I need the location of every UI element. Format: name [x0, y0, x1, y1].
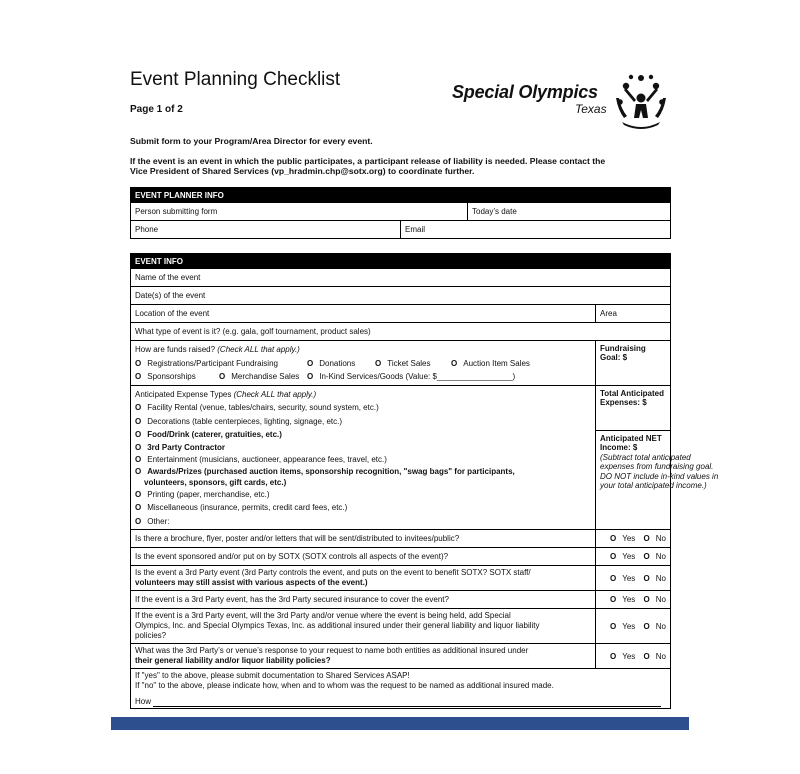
question-sponsored: Is the event sponsored and/or put on by SOTX (SOTX controls all aspects of the event)? [131, 548, 596, 566]
expense-option-other[interactable]: O Other: [135, 516, 170, 526]
followup-yes-note: If "yes" to the above, please submit documentation to Shared Services ASAP! [135, 671, 410, 680]
expense-option-food[interactable]: O Food/Drink (caterer, gratuities, etc.) [135, 430, 282, 439]
event-info-table [130, 253, 719, 709]
special-olympics-figure-icon [612, 72, 670, 132]
question-additional-insured: If the event is a 3rd Party event, will the 3rd Party and/or venue where the event is being held, add Special Olympics, Inc. and Special Olympics Texas, Inc. as additional insured under their general liability and liquor liability policies? [131, 609, 596, 644]
expense-option-printing[interactable]: O Printing (paper, merchandise, etc.) [135, 489, 270, 499]
expense-option-misc[interactable]: O Miscellaneous (insurance, permits, credit card fees, etc.) [135, 503, 348, 512]
radio-bullet: O [135, 358, 142, 368]
phone-field[interactable]: Phone [131, 221, 401, 239]
todays-date-field[interactable]: Today’s date [468, 203, 671, 221]
expense-option-facility[interactable]: O Facility Rental (venue, tables/chairs, security, sound system, etc.) [135, 403, 379, 412]
instruction-release-2: Vice President of Shared Services (vp_hradmin.chp@sotx.org) to coordinate further. [130, 166, 475, 176]
funds-option-merchandise[interactable]: O Merchandise Sales [219, 372, 300, 381]
logo-region: Texas [575, 102, 607, 116]
funds-question-hint: (Check ALL that apply.) [217, 345, 300, 354]
instruction-submit: Submit form to your Program/Area Director for every event. [130, 136, 373, 146]
expense-option-entertainment[interactable]: O Entertainment (musicians, auctioneer, appearance fees, travel, etc.) [135, 454, 387, 464]
footer-bar [111, 717, 689, 730]
funds-option-ticket-sales[interactable]: O Ticket Sales [375, 358, 431, 368]
funds-option-donations[interactable]: O Donations [307, 358, 356, 368]
funds-raised-cell [131, 341, 596, 386]
expense-types-cell [131, 385, 596, 530]
yesno-insurance[interactable]: O Yes O No [596, 591, 671, 609]
funds-option-in-kind[interactable]: O In-Kind Services/Goods (Value: $_________________) [307, 372, 516, 381]
event-area-field[interactable]: Area [596, 305, 671, 323]
funds-question: How are funds raised? [135, 345, 218, 354]
question-brochure: Is there a brochure, flyer, poster and/or letters that will be sent/distributed to invitees/public? [131, 530, 596, 548]
expense-option-contractor[interactable]: O 3rd Party Contractor [135, 442, 226, 452]
event-dates-field[interactable]: Date(s) of the event [131, 287, 671, 305]
event-location-field[interactable]: Location of the event [131, 305, 596, 323]
page-title: Event Planning Checklist [130, 69, 341, 90]
event-type-field[interactable]: What type of event is it? (e.g. gala, golf tournament, product sales) [131, 323, 671, 341]
yesno-response[interactable]: O Yes O No [596, 644, 671, 669]
fundraising-goal-field[interactable]: Fundraising Goal: $ [596, 341, 671, 386]
how-field[interactable]: How [135, 697, 666, 707]
person-submitting-field[interactable]: Person submitting form [131, 203, 468, 221]
question-insurance: If the event is a 3rd Party event, has the 3rd Party secured insurance to cover the event? [131, 591, 596, 609]
total-expenses-field[interactable]: Total Anticipated Expenses: $ [596, 385, 671, 430]
yesno-third-party[interactable]: O Yes O No [596, 566, 671, 591]
expense-question: Anticipated Expense Types [135, 389, 234, 399]
question-response: What was the 3rd Party’s or venue’s response to your request to name both entities as additional insured under their general liability and/or liquor liability policies? [131, 644, 596, 669]
event-planner-table [130, 187, 671, 239]
planner-header: EVENT PLANNER INFO [131, 188, 671, 203]
email-field[interactable]: Email [401, 221, 671, 239]
expense-option-awards-cont: volunteers, sponsors, gift cards, etc.) [144, 477, 287, 487]
logo-name: Special Olympics [452, 82, 598, 102]
funds-option-registrations[interactable]: O Registrations/Participant Fundraising [135, 358, 278, 368]
followup-no-note: If "no" to the above, please indicate how, when and to whom was the request to be named as additional insured made. [135, 681, 554, 690]
yesno-sponsored[interactable]: O Yes O No [596, 548, 671, 566]
event-name-field[interactable]: Name of the event [131, 269, 671, 287]
followup-cell [131, 669, 671, 709]
yesno-brochure[interactable]: O Yes O No [596, 530, 671, 548]
net-income-field[interactable]: Anticipated NET Income: $ (Subtract total anticipated expenses from fundraising goal. DO NOT include in-kind values in your total anticipated income.) [596, 430, 671, 530]
expense-option-awards[interactable]: O Awards/Prizes (purchased auction items, sponsorship recognition, "swag bags" for participants, [135, 466, 515, 476]
event-info-header: EVENT INFO [131, 254, 671, 269]
yesno-additional-insured[interactable]: O Yes O No [596, 609, 671, 644]
funds-option-sponsorships[interactable]: O Sponsorships [135, 372, 196, 381]
how-underline [153, 706, 661, 707]
funds-option-auction-sales[interactable]: O Auction Item Sales [451, 358, 530, 368]
expense-question-hint: (Check ALL that apply.) [233, 389, 317, 399]
instruction-release-1: If the event is an event in which the public participates, a participant release of liability is needed. Please contact the [130, 156, 606, 166]
page-number: Page 1 of 2 [130, 104, 183, 115]
question-third-party: Is the event a 3rd Party event (3rd Party controls the event, and puts on the event to benefit SOTX? SOTX staff/ volunteers may still assist with various aspects of the event.) [131, 566, 596, 591]
expense-option-decorations[interactable]: O Decorations (table centerpieces, lighting, signage, etc.) [135, 416, 343, 426]
